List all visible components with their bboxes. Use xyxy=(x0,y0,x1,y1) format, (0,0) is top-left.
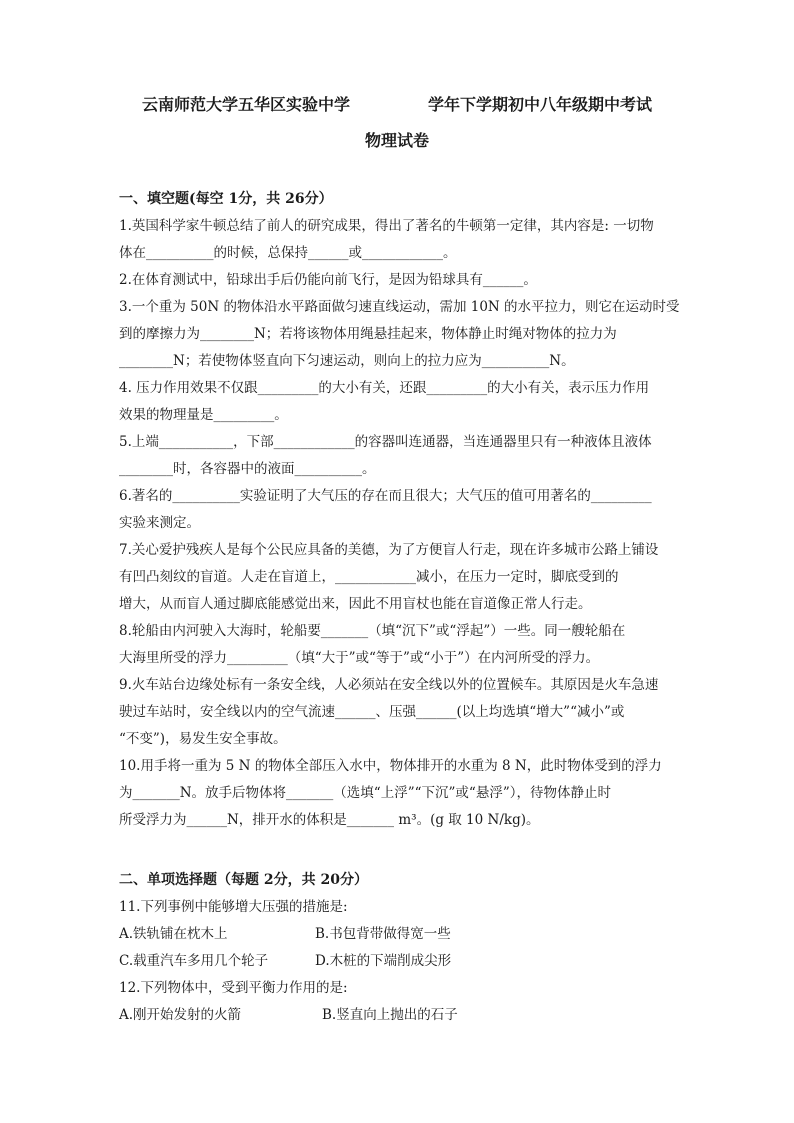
option-12b: B.竖直向上抛出的石子 xyxy=(322,1007,458,1023)
question-line: 到的摩擦力为________N；若将该物体用绳悬挂起来，物体静止时绳对物体的拉力为 xyxy=(119,326,617,342)
question-line: “不变”)，易发生安全事故。 xyxy=(119,731,287,747)
section-single-choice-heading: 二、单项选择题（每题 2分，共 20分） xyxy=(119,872,368,888)
question-line: 大海里所受的浮力_________（填“大于”或“等于”或“小于”）在内河所受的浮力。 xyxy=(119,650,600,666)
question-line: 为_______N。放手后物体将_______（选填“上浮”“下沉”或“悬浮”），待物体静止时 xyxy=(119,785,611,801)
question-line: 8.轮船由内河驶入大海时，轮船要_______（填“沉下”或“浮起”）一些。同一艘轮船在 xyxy=(119,623,626,639)
option-11b: B.书包背带做得宽一些 xyxy=(315,926,451,942)
option-12a: A.刚开始发射的火箭 xyxy=(119,1007,242,1023)
question-line: 体在__________的时候，总保持______或____________。 xyxy=(119,245,457,261)
question-line: 4. 压力作用效果不仅跟_________的大小有关，还跟_________的大小有关，表示压力作用 xyxy=(119,380,650,396)
question-11-stem: 11.下列事例中能够增大压强的措施是: xyxy=(119,899,348,915)
option-11a: A.铁轨铺在枕木上 xyxy=(119,926,228,942)
question-line: 实验来测定。 xyxy=(119,515,200,531)
question-line: 7.关心爱护残疾人是每个公民应具备的美德，为了方便盲人行走，现在许多城市公路上铺设 xyxy=(119,542,659,558)
question-line: 3.一个重为 50N 的物体沿水平路面做匀速直线运动，需加 10N 的水平拉力，则它在运动时受 xyxy=(119,299,680,315)
question-line: 5.上端___________，下部____________的容器叫连通器，当连通器里只有一种液体且液体 xyxy=(119,434,652,450)
exam-title: 云南师范大学五华区实验中学 学年下学期初中八年级期中考试 xyxy=(142,95,652,114)
question-line: 驶过车站时，安全线以内的空气流速______、压强______(以上均选填“增大”“减小”或 xyxy=(119,704,625,720)
question-line: 所受浮力为______N，排开水的体积是_______ m³。(g 取 10 N/kg)。 xyxy=(119,812,540,828)
question-line: 2.在体育测试中，铅球出手后仍能向前飞行，是因为铅球具有______。 xyxy=(119,272,537,288)
exam-subtitle: 物理试卷 xyxy=(364,131,429,150)
option-11c: C.载重汽车多用几个轮子 xyxy=(119,953,269,969)
question-line: 有凹凸刻纹的盲道。人走在盲道上，____________减小，在压力一定时，脚底受到的 xyxy=(119,569,619,585)
question-12-stem: 12.下列物体中，受到平衡力作用的是: xyxy=(119,980,348,996)
question-line: 9.火车站台边缘处标有一条安全线，人必须站在安全线以外的位置候车。其原因是火车急速 xyxy=(119,677,659,693)
question-line: 增大，从而盲人通过脚底能感觉出来，因此不用盲杖也能在盲道像正常人行走。 xyxy=(119,596,592,612)
question-line: ________N；若使物体竖直向下匀速运动，则向上的拉力应为__________N。 xyxy=(119,353,575,369)
section-fill-blank-heading: 一、填空题(每空 1分，共 26分） xyxy=(119,191,333,207)
question-line: ________时，各容器中的液面__________。 xyxy=(119,461,376,477)
question-line: 10.用手将一重为 5 N 的物体全部压入水中，物体排开的水重为 8 N，此时物体受到的浮力 xyxy=(119,758,662,774)
question-line: 6.著名的__________实验证明了大气压的存在而且很大；大气压的值可用著名的_________ xyxy=(119,488,652,504)
question-line: 效果的物理量是_________。 xyxy=(119,407,288,423)
question-line: 1.英国科学家牛顿总结了前人的研究成果，得出了著名的牛顿第一定律，其内容是: 一切物 xyxy=(119,218,654,234)
option-11d: D.木桩的下端削成尖形 xyxy=(315,953,452,969)
